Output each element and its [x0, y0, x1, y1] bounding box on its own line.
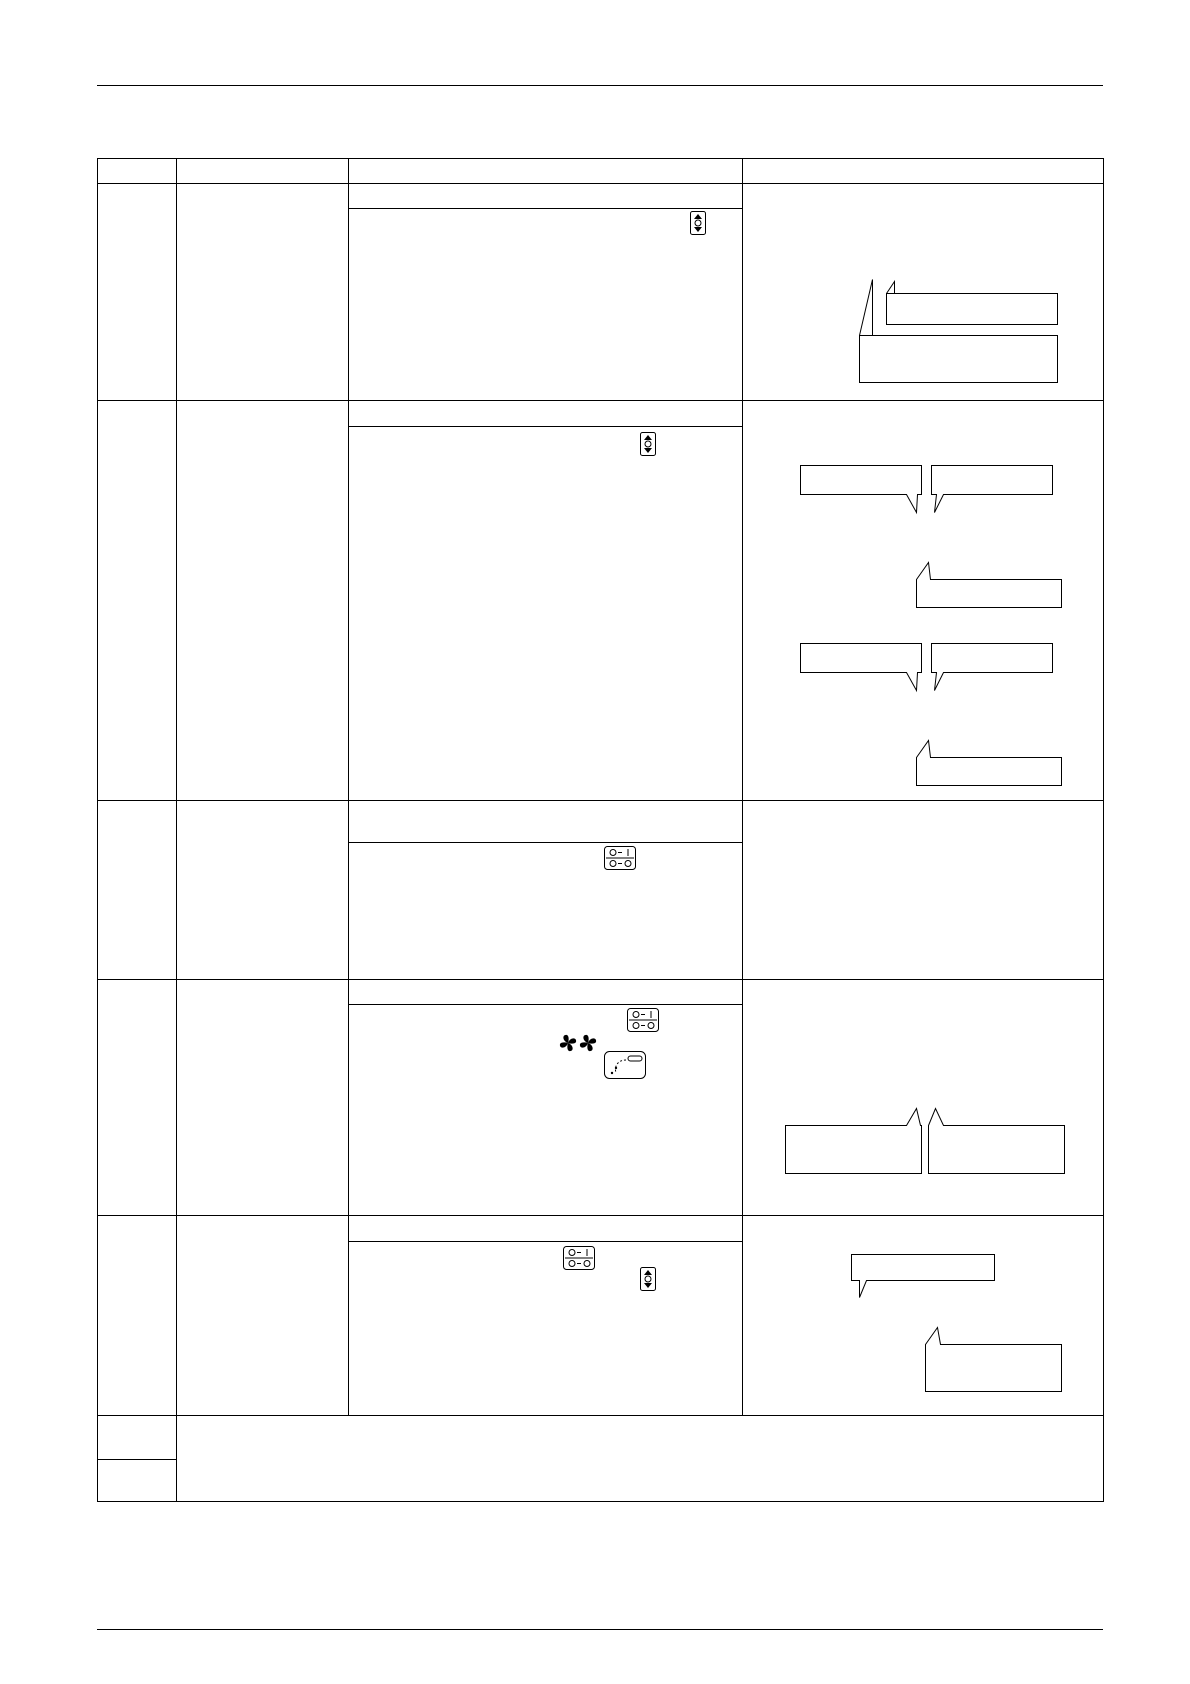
callout-row4-a: [786, 1109, 922, 1174]
timer-on-off-button-icon: [604, 846, 636, 870]
up-down-arrow-timer-icon: [640, 432, 656, 456]
fan-speed-icon: [558, 1032, 598, 1054]
callout-row1-b-box: [860, 336, 1058, 383]
callout-row5-b: [926, 1328, 1062, 1392]
callout-row1-b: [860, 280, 873, 336]
callout-row2-a: [801, 466, 922, 513]
callout-row2-e: [932, 644, 1053, 691]
table-frame: [98, 159, 1104, 1502]
callout-row1-a: [887, 282, 895, 294]
up-down-arrow-timer-icon: [640, 1267, 656, 1291]
airflow-swing-icon: [604, 1051, 646, 1079]
callout-row2-b: [932, 466, 1053, 513]
callout-row5-a: [852, 1255, 995, 1298]
callout-row2-f: [917, 741, 1062, 786]
up-down-arrow-timer-icon: [690, 211, 706, 235]
callout-row4-b: [929, 1109, 1065, 1174]
callout-row2-d: [801, 644, 922, 691]
callout-row1-a-box: [887, 294, 1058, 325]
timer-on-off-button-icon: [563, 1246, 595, 1270]
timer-on-off-button-icon: [627, 1008, 659, 1032]
callout-row2-c: [917, 563, 1062, 608]
